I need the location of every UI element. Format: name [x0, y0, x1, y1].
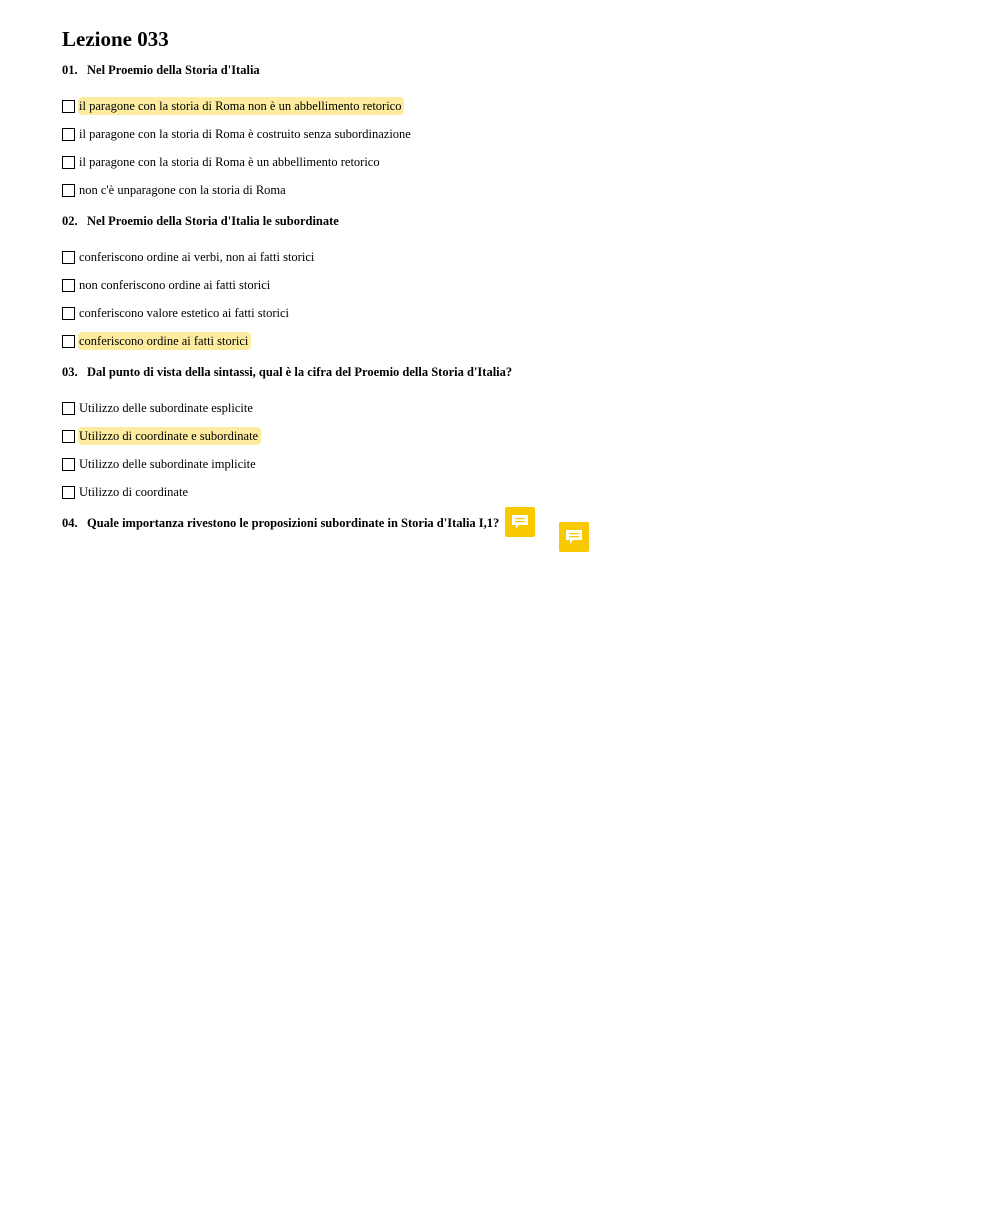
- answer-label-highlighted: il paragone con la storia di Roma non è un abbellimento retorico: [78, 97, 404, 115]
- answer-label: non conferiscono ordine ai fatti storici: [79, 278, 271, 292]
- answer-option[interactable]: [62, 304, 962, 322]
- answer-label: conferiscono valore estetico ai fatti storici: [79, 306, 289, 320]
- question-title: [62, 213, 962, 229]
- question-02: [62, 213, 962, 350]
- answer-option[interactable]: [62, 276, 962, 294]
- answer-option[interactable]: [62, 332, 962, 350]
- question-01: [62, 62, 962, 199]
- answer-checkbox[interactable]: [62, 184, 75, 197]
- question-text: Nel Proemio della Storia d'Italia: [87, 63, 260, 77]
- answer-checkbox[interactable]: [62, 279, 75, 292]
- answer-checkbox[interactable]: [62, 402, 75, 415]
- answer-label: il paragone con la storia di Roma è costruito senza subordinazione: [79, 127, 411, 141]
- answer-checkbox[interactable]: [62, 430, 75, 443]
- page-title: Lezione 033: [62, 27, 169, 51]
- answer-option[interactable]: [62, 125, 962, 143]
- answer-label: non c'è unparagone con la storia di Roma: [79, 183, 286, 197]
- question-number: 01.: [62, 63, 78, 77]
- answer-option[interactable]: [62, 153, 962, 171]
- answer-checkbox[interactable]: [62, 458, 75, 471]
- question-number: 03.: [62, 365, 78, 379]
- answer-label: conferiscono ordine ai verbi, non ai fatti storici: [79, 250, 315, 264]
- answer-option[interactable]: [62, 97, 962, 115]
- question-number: 04.: [62, 516, 78, 530]
- answer-label-highlighted: conferiscono ordine ai fatti storici: [78, 332, 251, 350]
- answer-option[interactable]: [62, 399, 962, 417]
- question-03: [62, 364, 962, 501]
- answer-checkbox[interactable]: [62, 307, 75, 320]
- comment-note-icon[interactable]: [559, 522, 589, 552]
- answer-checkbox[interactable]: [62, 128, 75, 141]
- answer-checkbox[interactable]: [62, 100, 75, 113]
- answer-checkbox[interactable]: [62, 251, 75, 264]
- question-title: [62, 62, 962, 78]
- comment-bubble-glyph: [511, 514, 529, 530]
- question-text: Nel Proemio della Storia d'Italia le subordinate: [87, 214, 339, 228]
- answer-label: Utilizzo delle subordinate implicite: [79, 457, 256, 471]
- question-title: [62, 364, 962, 380]
- question-number: 02.: [62, 214, 78, 228]
- answer-option[interactable]: [62, 181, 962, 199]
- comment-bubble-glyph: [565, 529, 583, 545]
- answer-checkbox[interactable]: [62, 486, 75, 499]
- answer-label: Utilizzo di coordinate: [79, 485, 188, 499]
- answer-option[interactable]: [62, 455, 962, 473]
- answer-label: il paragone con la storia di Roma è un abbellimento retorico: [79, 155, 380, 169]
- question-text: Dal punto di vista della sintassi, qual è la cifra del Proemio della Storia d'Italia?: [87, 365, 513, 379]
- comment-note-icon[interactable]: [505, 507, 535, 537]
- answer-option[interactable]: [62, 427, 962, 445]
- answer-option[interactable]: [62, 483, 962, 501]
- answer-checkbox[interactable]: [62, 156, 75, 169]
- answer-label: Utilizzo delle subordinate esplicite: [79, 401, 253, 415]
- answer-option[interactable]: [62, 248, 962, 266]
- answer-label-highlighted: Utilizzo di coordinate e subordinate: [78, 427, 261, 445]
- question-text: Quale importanza rivestono le proposizioni subordinate in Storia d'Italia I,1?: [87, 516, 500, 530]
- answer-checkbox[interactable]: [62, 335, 75, 348]
